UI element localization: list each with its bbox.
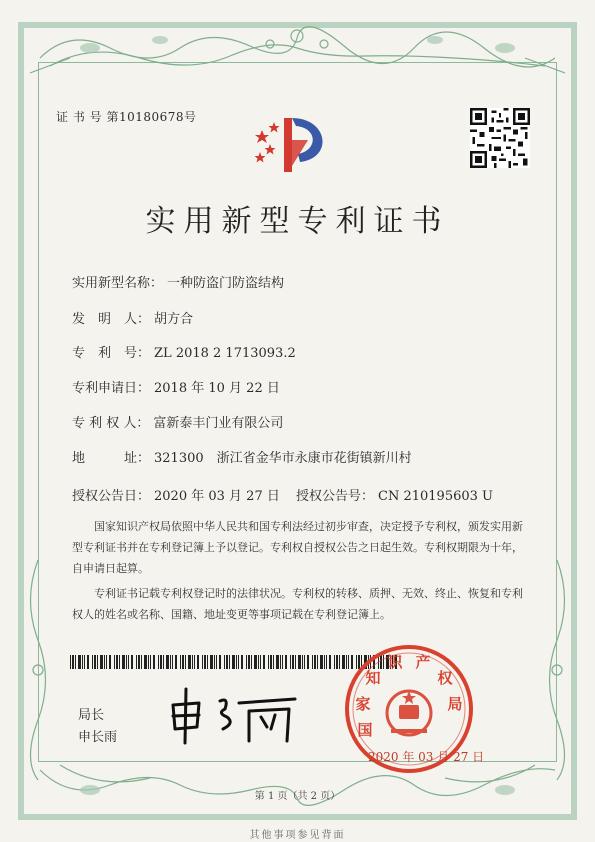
filing-date-row — [72, 377, 280, 396]
left-ornament — [18, 560, 58, 780]
grant-date-value: 2020 年 03 月 27 日 — [154, 489, 280, 504]
page-number: 第 1 页（共 2 页） — [254, 791, 341, 802]
utility-model-name-value: 一种防盗门防盗结构 — [167, 276, 285, 291]
grant-number-label: 授权公告号： — [296, 489, 375, 504]
right-ornament — [537, 560, 577, 780]
address-row — [72, 447, 412, 466]
grant-date-label: 授权公告日： — [72, 489, 151, 504]
svg-text:家: 家 — [355, 695, 371, 713]
svg-text:国: 国 — [357, 721, 373, 739]
svg-text:产: 产 — [415, 653, 431, 671]
svg-text:局: 局 — [447, 695, 463, 713]
legal-status-paragraph: 专利证书记载专利权登记时的法律状况。专利权的转移、质押、无效、终止、恢复和专利权人的姓名或名称、国籍、地址变更等事项记载在专利登记簿上。 — [72, 587, 523, 621]
inventor-row — [72, 308, 193, 327]
address-value: 321300 浙江省金华市永康市花街镇新川村 — [154, 451, 412, 466]
certificate-number-label: 证 书 号 第 — [56, 110, 119, 124]
qr-code — [470, 108, 530, 168]
footer-note: 其他事项参见背面 — [249, 830, 346, 841]
patentee-label: 专 利 权 人： — [72, 416, 150, 431]
grant-date-row — [72, 485, 280, 504]
svg-text:识: 识 — [387, 653, 403, 671]
grant-number-value: CN 210195603 U — [378, 489, 493, 504]
inventor-value: 胡方合 — [154, 312, 194, 327]
seal-date: 2020 年 03 月 27 日 — [368, 750, 485, 764]
address-label: 地 址： — [72, 451, 151, 466]
utility-model-name-row — [72, 272, 284, 291]
certificate-number-suffix: 号 — [184, 110, 197, 124]
director-title: 局长 — [78, 708, 105, 723]
certificate-number — [56, 108, 197, 125]
inventor-label: 发 明 人： — [72, 312, 151, 327]
patent-number-value: ZL 2018 2 1713093.2 — [154, 346, 296, 361]
patent-number-row — [72, 342, 296, 361]
grant-number-row — [296, 485, 493, 504]
svg-text:权: 权 — [437, 669, 453, 687]
patent-number-label: 专 利 号： — [72, 346, 151, 361]
certificate-title: 实用新型专利证书 — [145, 204, 450, 239]
grant-statement-paragraph: 国家知识产权局依照中华人民共和国专利法经过初步审查，决定授予专利权，颁发实用新型专利证书并在专利登记簿上予以登记。专利权自授权公告之日起生效。专利权期限为十年，自申请日起算。 — [72, 520, 523, 575]
patentee-value: 富新泰丰门业有限公司 — [153, 416, 284, 431]
filing-date-value: 2018 年 10 月 22 日 — [154, 381, 280, 396]
patentee-row — [72, 412, 283, 431]
utility-model-name-label: 实用新型名称： — [72, 276, 164, 291]
cnipa-logo — [248, 100, 344, 180]
svg-text:知: 知 — [365, 669, 381, 687]
handwritten-signature — [165, 683, 305, 747]
top-ornament — [30, 18, 565, 78]
certificate-number-value: 10180678 — [118, 110, 185, 124]
director-name: 申长雨 — [78, 730, 118, 745]
filing-date-label: 专利申请日： — [72, 381, 151, 396]
